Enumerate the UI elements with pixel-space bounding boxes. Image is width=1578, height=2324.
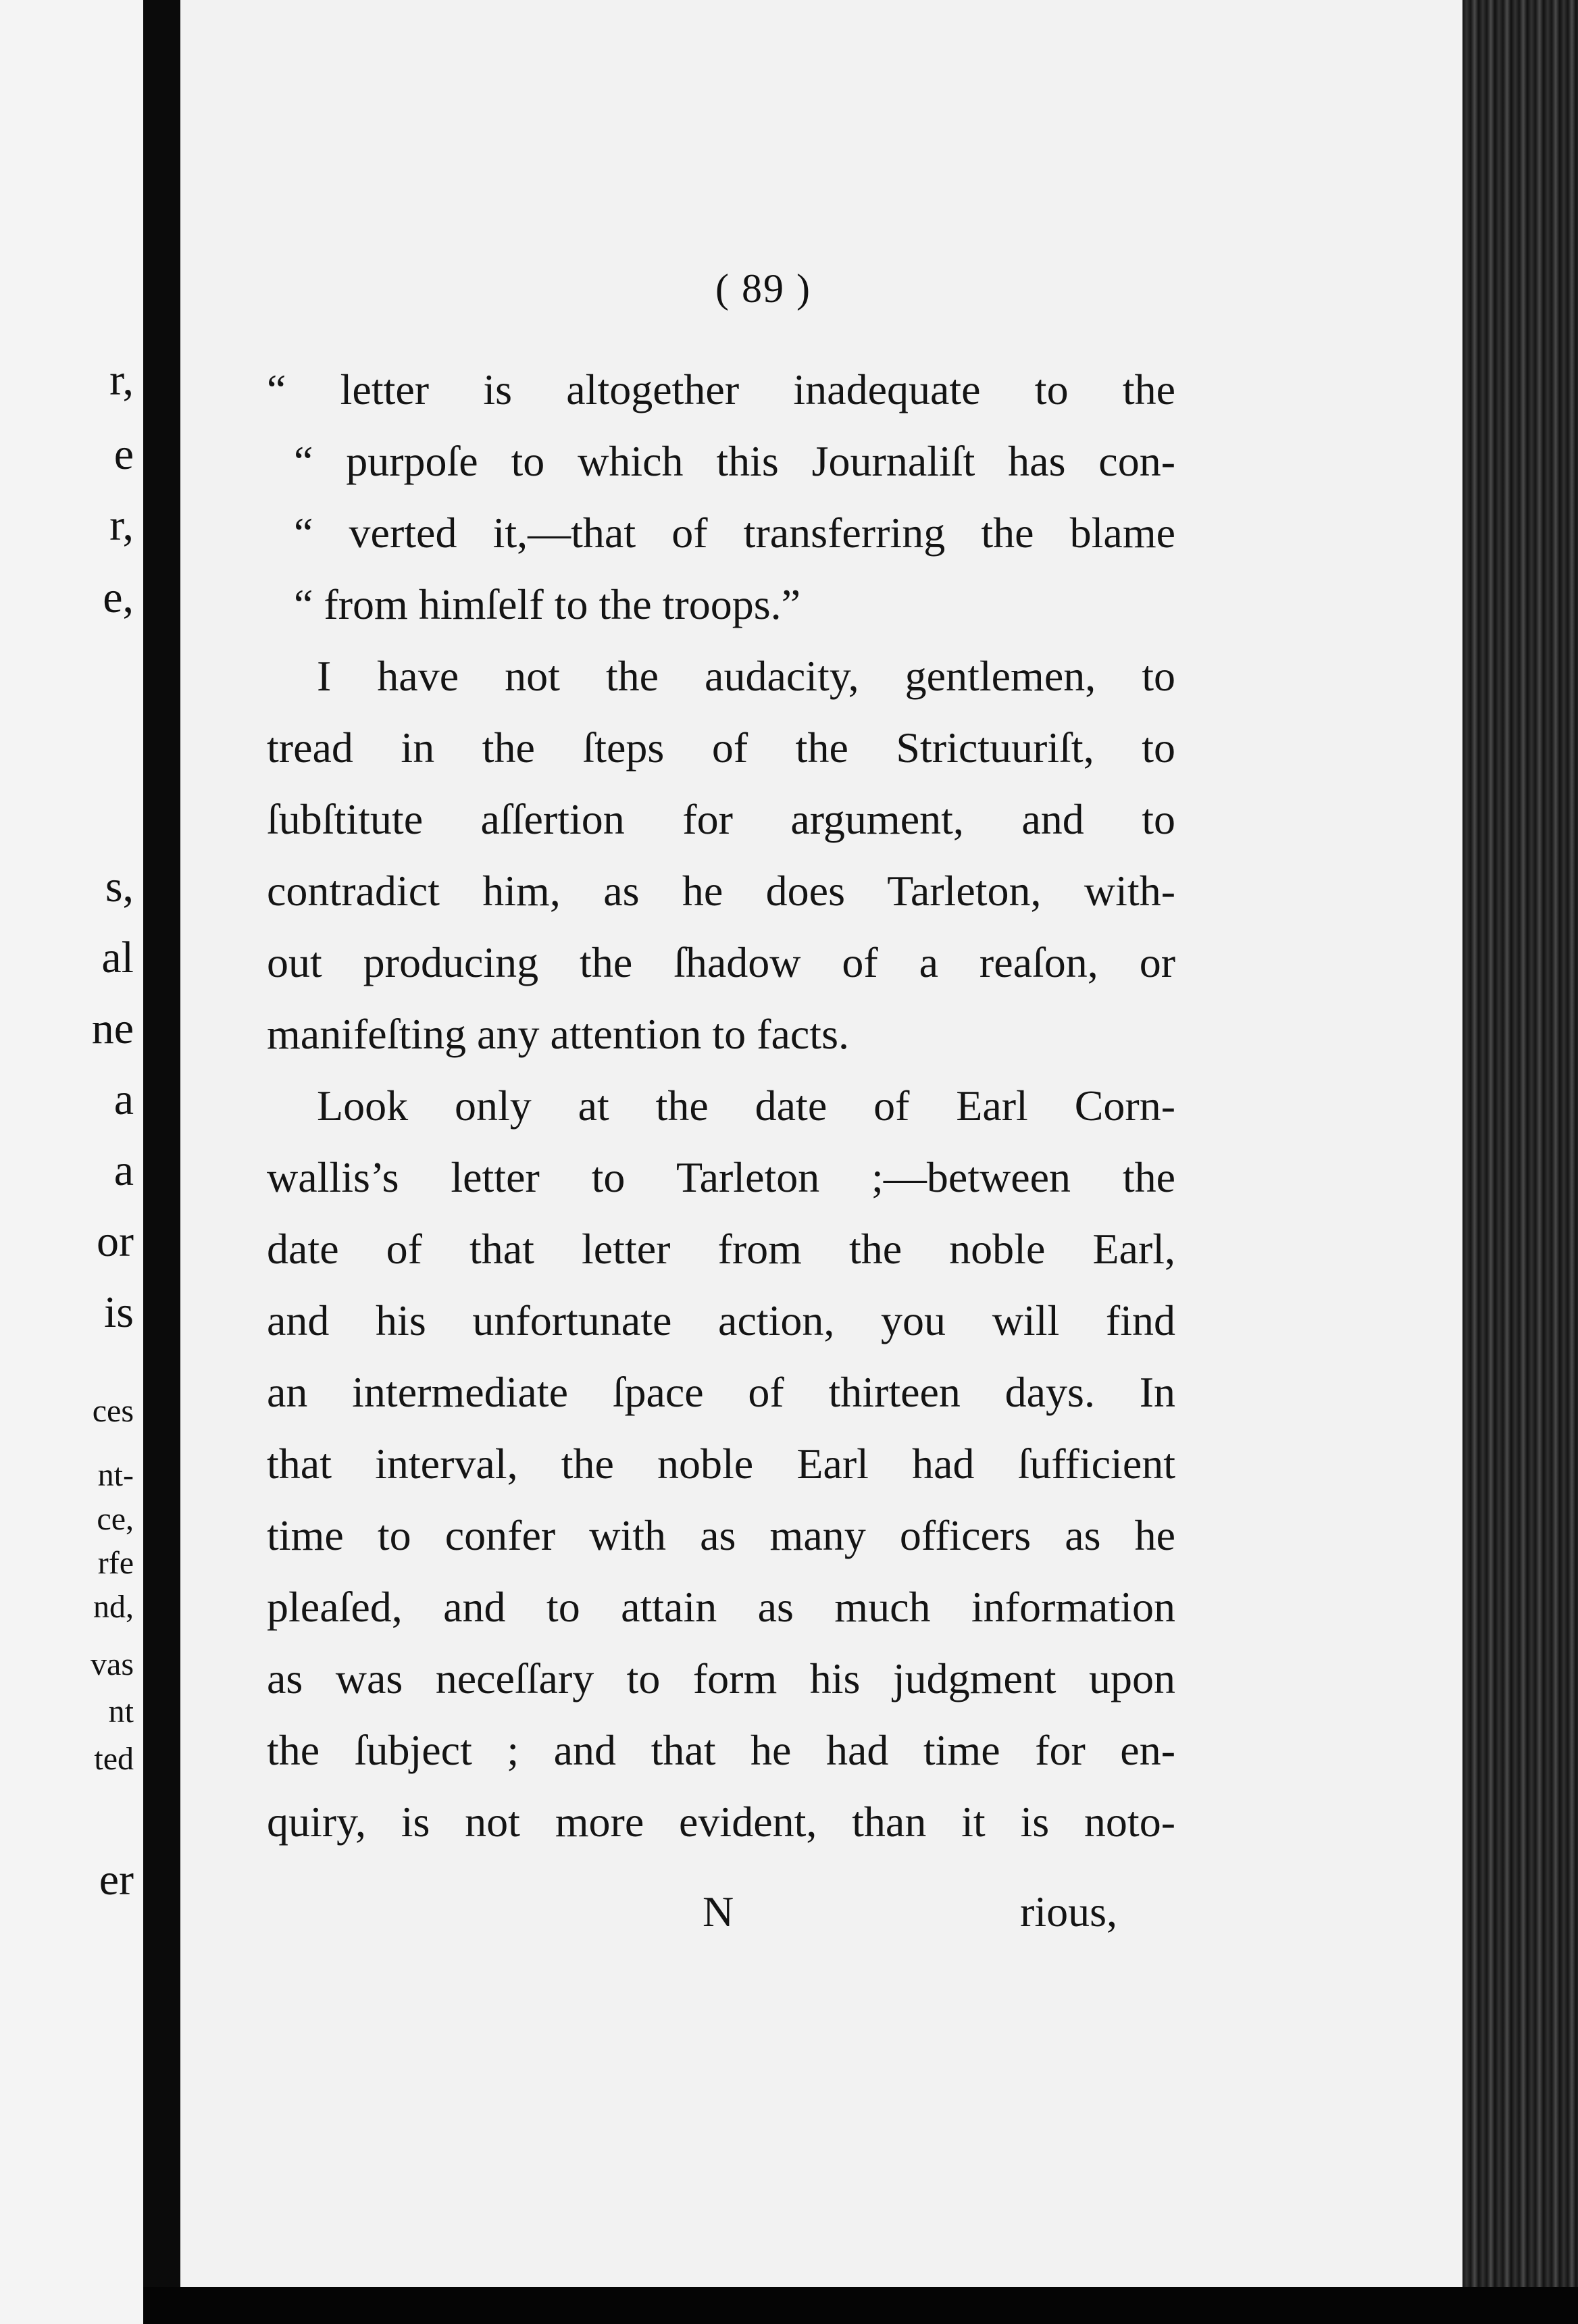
facing-page-fragment: nt <box>108 1696 134 1728</box>
scan-bottom-border <box>143 2287 1578 2324</box>
text-line: contradict him, as he does Tarleton, with- <box>267 867 1175 915</box>
text-line: I have not the audacity, gentlemen, to <box>317 652 1175 700</box>
facing-page-fragment: r, <box>109 358 134 403</box>
page-number: ( 89 ) <box>715 266 811 311</box>
facing-page-fragment: ne <box>91 1007 134 1051</box>
text-line: as was neceſſary to form his judgment upon <box>267 1654 1175 1702</box>
text-line: pleaſed, and to attain as much information <box>267 1583 1175 1631</box>
facing-page-fragment: ces <box>92 1395 134 1428</box>
facing-page-fragment: nd, <box>93 1591 134 1623</box>
facing-page-fragment: s, <box>105 865 134 909</box>
page-edges <box>1462 0 1578 2324</box>
facing-page-fragment: is <box>103 1290 134 1335</box>
text-line: time to confer with as many officers as he <box>267 1511 1175 1559</box>
facing-page-fragment: er <box>99 1858 134 1902</box>
catchword: rious, <box>1020 1888 1117 1936</box>
text-line: “ from himſelf to the troops.” <box>294 580 801 628</box>
text-line: quiry, is not more evident, than it is noto- <box>267 1798 1175 1846</box>
text-line: “ verted it,—that of transferring the blame <box>294 509 1175 557</box>
text-line: date of that letter from the noble Earl, <box>267 1225 1175 1273</box>
text-line: manifeſting any attention to facts. <box>267 1010 849 1058</box>
facing-page-fragment: nt- <box>97 1459 134 1492</box>
text-line: an intermediate ſpace of thirteen days. In <box>267 1368 1175 1416</box>
facing-page-fragment: vas <box>91 1648 134 1681</box>
facing-page-fragment: a <box>113 1078 134 1122</box>
text-line: ſubſtitute aſſertion for argument, and to <box>267 795 1175 843</box>
text-line: the ſubject ; and that he had time for en- <box>267 1726 1175 1774</box>
text-line: Look only at the date of Earl Corn- <box>317 1082 1175 1130</box>
facing-page-fragment: e <box>113 432 134 477</box>
text-line: “ letter is altogether inadequate to the <box>267 365 1175 413</box>
text-line: wallis’s letter to Tarleton ;—between the <box>267 1153 1175 1201</box>
text-line: and his unfortunate action, you will find <box>267 1296 1175 1344</box>
page-body <box>267 354 1175 1858</box>
facing-page-edge <box>0 0 143 2324</box>
text-line: out producing the ſhadow of a reaſon, or <box>267 938 1175 986</box>
text-line: tread in the ſteps of the Strictuuriſt, to <box>267 724 1175 772</box>
text-line: “ purpoſe to which this Journaliſt has con- <box>294 437 1175 485</box>
facing-page-fragment: r, <box>109 503 134 548</box>
signature-mark: N <box>703 1888 734 1936</box>
facing-page-fragment: or <box>97 1219 134 1264</box>
facing-page-fragment: ce, <box>97 1503 134 1536</box>
facing-page-fragment: e, <box>103 576 134 620</box>
text-line: that interval, the noble Earl had ſufficient <box>267 1440 1175 1488</box>
book-gutter <box>143 0 180 2324</box>
facing-page-fragment: rfe <box>97 1547 134 1580</box>
facing-page-fragment: al <box>101 936 134 980</box>
facing-page-fragment: ted <box>94 1743 134 1775</box>
facing-page-fragment: a <box>113 1148 134 1193</box>
